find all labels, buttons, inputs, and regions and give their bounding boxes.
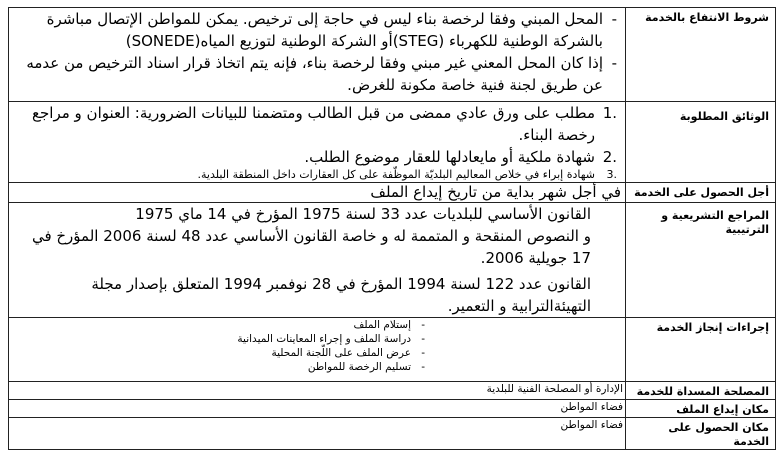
pickup-place-value: فضاء المواطن — [9, 418, 626, 450]
procedures-row — [9, 318, 776, 382]
documents-value — [9, 102, 626, 183]
references-label: المراجع التشريعية و الترتيبية — [626, 203, 776, 318]
document-text: شهادة ملكية أو مايعادلها للعقار موضوع الطلب. — [304, 148, 595, 166]
conditions-list — [15, 8, 621, 96]
service-unit-value: الإدارة أو المصلحة الفنية للبلدية — [9, 382, 626, 400]
deadline-label: أجل الحصول على الخدمة — [626, 183, 776, 203]
procedures-list — [15, 318, 621, 374]
references-value — [9, 203, 626, 318]
document-text: مطلب على ورق عادي ممضى من قبل الطالب ومتضمنا للبيانات الضرورية: العنوان و مراجع رخصة البناء. — [32, 104, 595, 144]
service-unit-label: المصلحة المسداة للخدمة — [626, 382, 776, 400]
pickup-place-label: مكان الحصول على الخدمة — [626, 418, 776, 450]
procedure-item: - إستلام الملف — [15, 318, 425, 332]
service-info-table — [8, 7, 776, 450]
conditions-row — [9, 8, 776, 102]
document-text: شهادة إبراء في خلاص المعاليم البلديّة الموظّفة على كل العقارات داخل المنطقة البلدية. — [197, 168, 595, 181]
document-item — [15, 168, 617, 182]
documents-row — [9, 102, 776, 183]
deposit-place-row — [9, 400, 776, 418]
procedures-label: إجراءات إنجاز الخدمة — [626, 318, 776, 382]
reference-item: القانون عدد 122 لسنة 1994 المؤرخ في 28 نوفمبر 1994 المتعلق بإصدار مجلة التهيئةالترابية و التعمير. — [91, 275, 591, 315]
procedure-item: - دراسة الملف و إجراء المعاينات الميدانية — [15, 332, 425, 346]
deposit-place-value: فضاء المواطن — [9, 400, 626, 418]
document-item — [15, 146, 617, 168]
deposit-place-label: مكان إيداع الملف — [626, 400, 776, 418]
documents-list — [15, 102, 621, 182]
deadline-value: في أجل شهر بداية من تاريخ إيداع الملف — [9, 183, 626, 203]
documents-label: الوثائق المطلوبة — [626, 102, 776, 183]
procedures-value — [9, 318, 626, 382]
document-number: 1. — [602, 104, 617, 122]
conditions-label: شروط الانتفاع بالخدمة — [626, 8, 776, 102]
references-row — [9, 203, 776, 318]
condition-item: - إذا كان المحل المعني غير مبني وفقا لرخصة بناء، فإنه يتم اتخاذ قرار اسناد الترخيص من عدمه عن طريق لجنة فنية خاصة مكونة للغرض. — [15, 52, 617, 96]
procedure-item: - عرض الملف على اللّجنة المحلية — [15, 346, 425, 360]
condition-item: - المحل المبني وفقا لرخصة بناء ليس في حاجة إلى ترخيص. يمكن للمواطن الإتصال مباشرة بالشركة الوطنية للكهرباء (STEG)أو الشركة الوطنية لتوزيع المياه(SONEDE) — [15, 8, 617, 52]
conditions-value — [9, 8, 626, 102]
reference-item: و النصوص المنقحة و المتممة له و خاصة القانون الأساسي عدد 48 لسنة 2006 المؤرخ في 17 جويلية 2006. — [31, 227, 591, 267]
reference-item: القانون الأساسي للبلديات عدد 33 لسنة 1975 المؤرخ في 14 ماي 1975 — [135, 205, 591, 223]
document-number: 3. — [606, 168, 617, 181]
deadline-row — [9, 183, 776, 203]
document-item — [15, 102, 617, 146]
document-number: 2. — [602, 148, 617, 166]
service-unit-row — [9, 382, 776, 400]
pickup-place-row — [9, 418, 776, 450]
procedure-item: - تسليم الرخصة للمواطن — [15, 360, 425, 374]
